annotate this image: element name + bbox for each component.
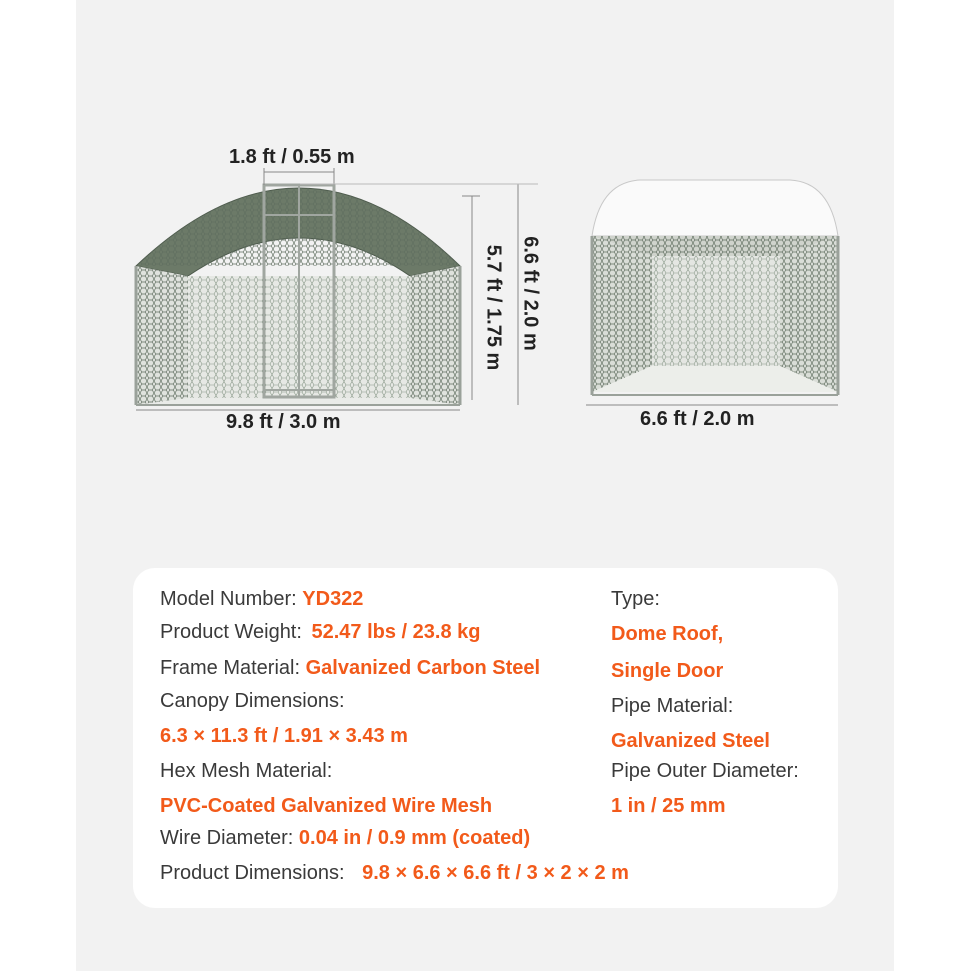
frame-value: Galvanized Carbon Steel [305,657,541,679]
front-view-coop [136,168,538,410]
mesh-value: PVC-Coated Galvanized Wire Mesh [160,795,493,817]
wire-label: Wire Diameter: [160,827,294,849]
type-value-2: Single Door [611,660,724,682]
canopy-value: 6.3 × 11.3 ft / 1.91 × 3.43 m [160,725,408,747]
width-label: 6.6 ft / 2.0 m [640,408,755,430]
wire-value: 0.04 in / 0.9 mm (coated) [298,827,531,849]
dims-label: Product Dimensions: [160,862,345,884]
pipe-diameter-label: Pipe Outer Diameter: [611,760,799,782]
model-number [160,588,363,611]
side-height-label: 5.7 ft / 1.75 m [482,244,505,371]
door-width-label: 1.8 ft / 0.55 m [229,146,355,168]
pipe-diameter-value: 1 in / 25 mm [611,795,726,817]
weight-label: Product Weight: [160,621,302,643]
canopy-label: Canopy Dimensions: [160,690,345,712]
length-label: 9.8 ft / 3.0 m [226,411,341,433]
wire-diameter [160,827,530,850]
frame-label: Frame Material: [160,657,301,679]
type-label: Type: [611,588,660,610]
product-dimensions [160,862,629,885]
dims-value: 9.8 × 6.6 × 6.6 ft / 3 × 2 × 2 m [362,862,629,884]
total-height-label: 6.6 ft / 2.0 m [519,236,542,351]
mesh-label: Hex Mesh Material: [160,760,333,782]
type-value-1: Dome Roof, [611,623,724,645]
pipe-material-label: Pipe Material: [611,695,734,717]
frame-material [160,657,540,680]
model-value: YD322 [302,588,364,610]
weight-value: 52.47 lbs / 23.8 kg [311,621,481,643]
model-label: Model Number: [160,588,297,610]
side-view-coop [586,180,838,405]
product-weight [160,621,481,644]
pipe-material-value: Galvanized Steel [611,730,770,752]
